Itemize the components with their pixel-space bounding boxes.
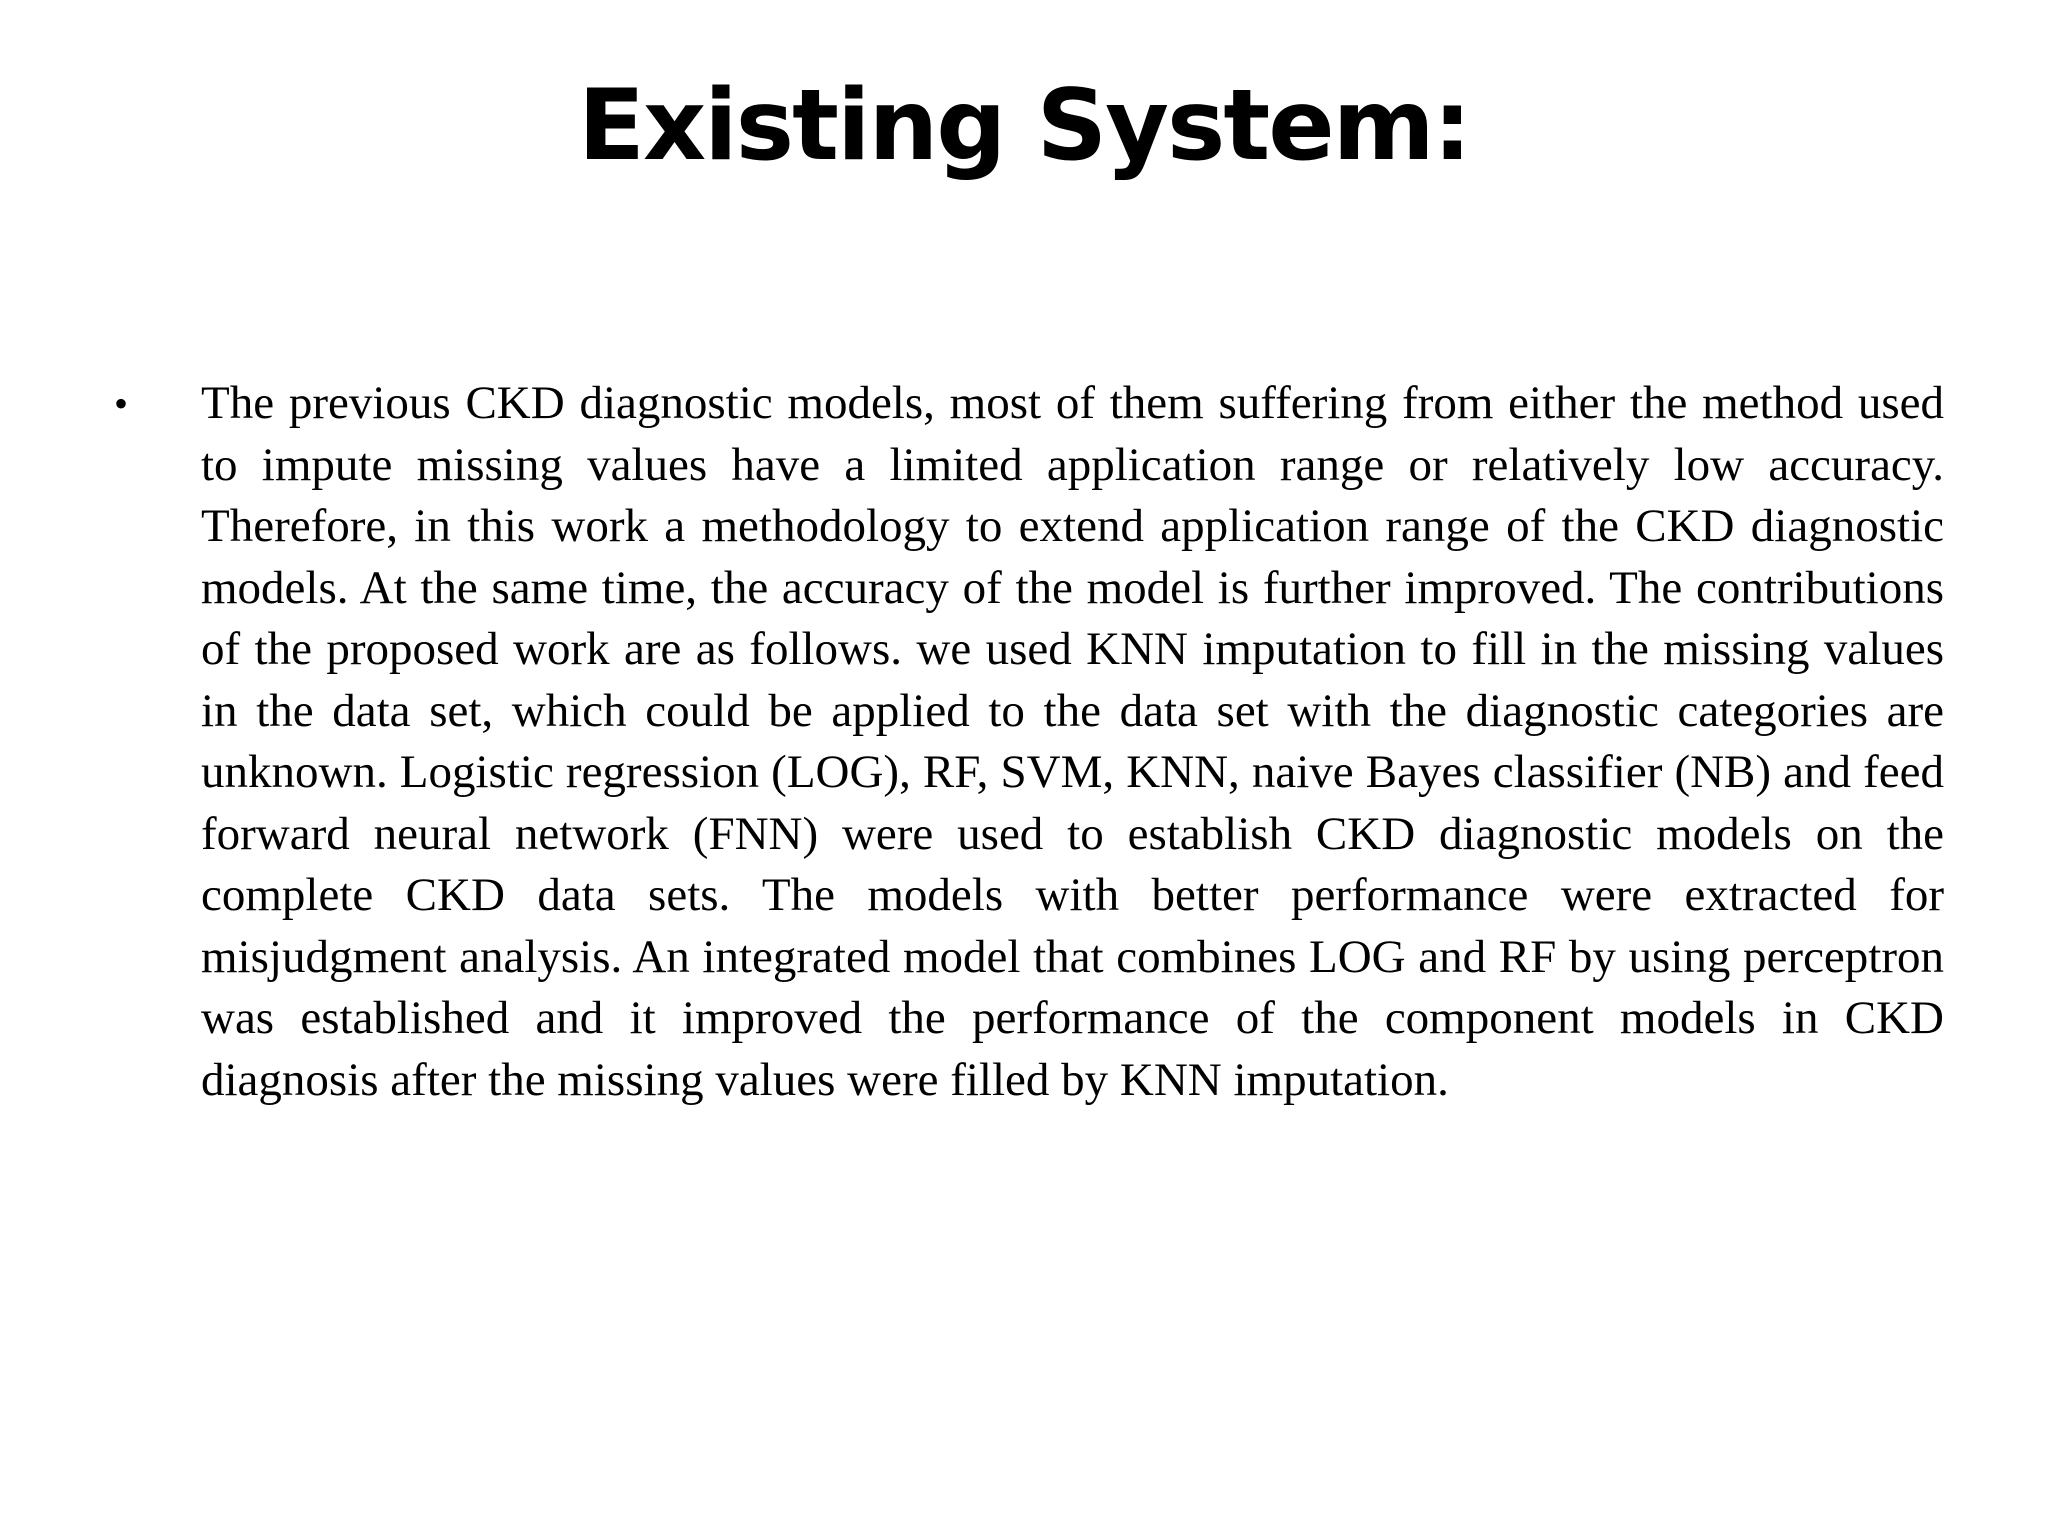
bullet-icon: •: [114, 381, 129, 426]
bullet-text: The previous CKD diagnostic models, most of them suffering from either the method used to impute missing values have a limited application range or relatively low accuracy. Therefore, in this work a methodology to extend application range of the CKD diagnostic models. At the same time, the accuracy of the model is further improved. The contributions of the proposed work are as follows. we used KNN imputation to fill in the missing values in the data set, which could be applied to the data set with the diagnostic categories are unknown. Logistic regression (LOG), RF, SVM, KNN, naive Bayes classifier (NB) and feed forward neural network (FNN) were used to establish CKD diagnostic models on the complete CKD data sets. The models with better performance were extracted for misjudgment analysis. An integrated model that combines LOG and RF by using perceptron was established and it improved the performance of the component models in CKD diagnosis after the missing values were filled by KNN imputation.: [201, 377, 1944, 1106]
bullet-item: [114, 373, 1944, 1111]
slide-title: Existing System:: [578, 69, 1470, 183]
bullet-list: [114, 373, 1944, 1111]
